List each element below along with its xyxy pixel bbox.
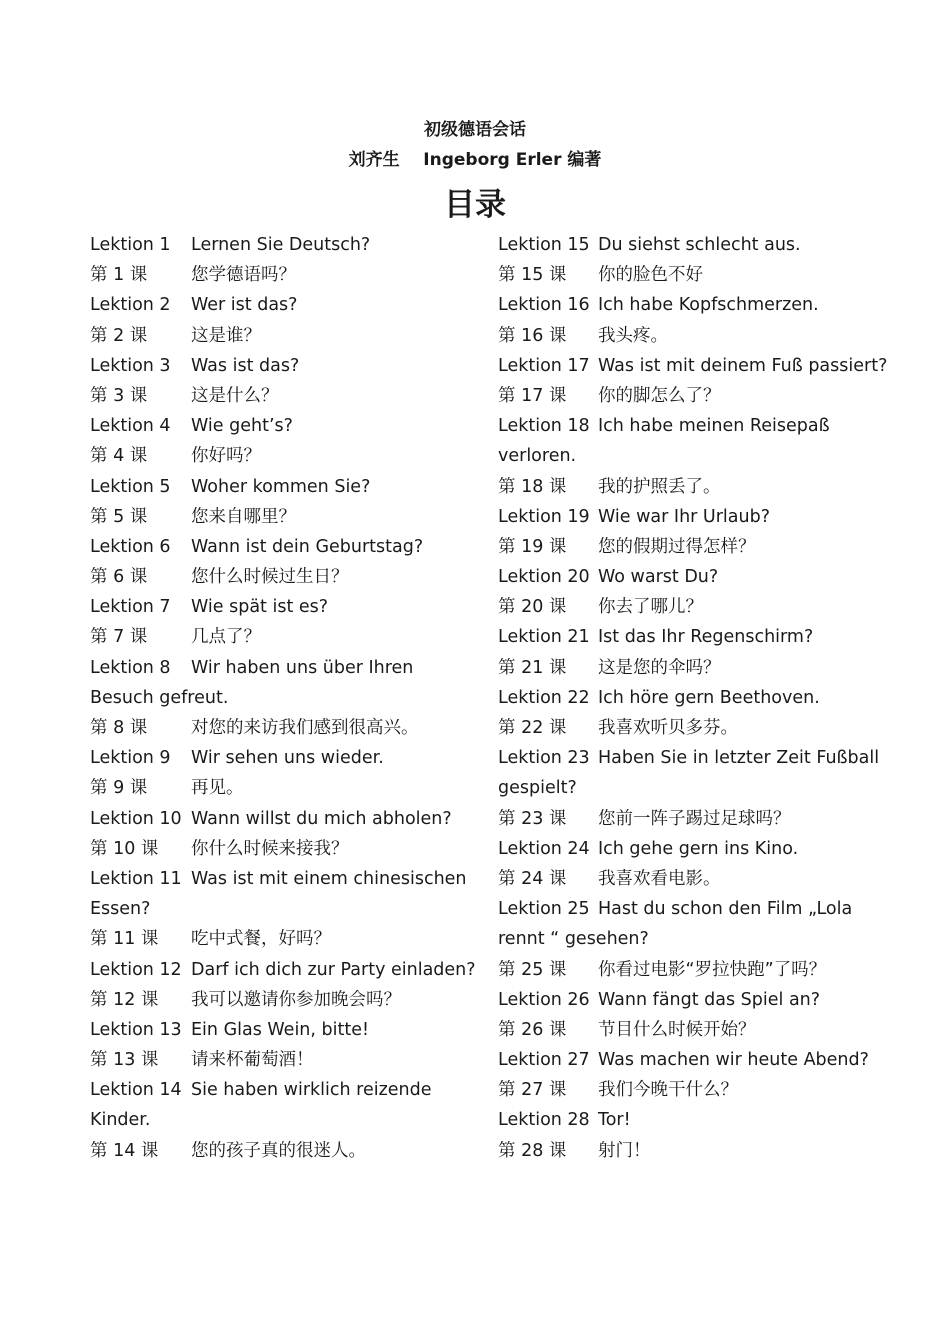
toc-entry-title: 吃中式餐，好吗？ bbox=[191, 929, 331, 950]
toc-entry-label: Lektion 8 bbox=[90, 657, 171, 678]
toc-entry-label: Lektion 22 bbox=[498, 687, 590, 708]
toc-entry-title: 您前一阵子踢过足球吗？ bbox=[598, 808, 791, 829]
toc-entry-title: Ich höre gern Beethoven. bbox=[598, 687, 820, 708]
toc-entry-title: 我们今晚干什么？ bbox=[598, 1080, 738, 1101]
toc-entry-label: 第 4 课 bbox=[90, 446, 148, 467]
toc-entry-title: 你好吗？ bbox=[191, 446, 261, 467]
toc-entry-title: Hast du schon den Film „Lola bbox=[598, 899, 853, 920]
toc-entry bbox=[498, 502, 890, 532]
toc-entry-title: Wie war Ihr Urlaub? bbox=[598, 506, 770, 527]
toc-entry-label: 第 26 课 bbox=[498, 1019, 567, 1040]
toc-entry-label: 第 11 课 bbox=[90, 929, 159, 950]
toc-entry bbox=[498, 472, 890, 502]
toc-entry bbox=[90, 1136, 470, 1166]
toc-entry bbox=[498, 864, 890, 894]
toc-entry bbox=[90, 351, 470, 381]
toc-entry-title: 您的假期过得怎样？ bbox=[598, 536, 756, 557]
book-authors: 刘齐生 Ingeborg Erler 编著 bbox=[348, 150, 602, 170]
toc-entry-label: Lektion 20 bbox=[498, 567, 590, 588]
toc-entry-title: Was machen wir heute Abend? bbox=[598, 1050, 869, 1071]
toc-entry-label: 第 8 课 bbox=[90, 718, 148, 738]
toc-entry-title: 我可以邀请你参加晚会吗？ bbox=[191, 989, 401, 1010]
toc-entry-label: Lektion 12 bbox=[90, 959, 182, 980]
toc-entry-label: Lektion 16 bbox=[498, 295, 590, 316]
toc-entry bbox=[90, 1015, 470, 1045]
toc-entry-label: Lektion 14 bbox=[90, 1080, 182, 1101]
toc-entry bbox=[498, 411, 890, 441]
toc-entry-title: Wann fängt das Spiel an? bbox=[598, 989, 821, 1010]
toc-entry-label: 第 6 课 bbox=[90, 567, 148, 588]
toc-entry-label: 第 25 课 bbox=[498, 959, 567, 980]
toc-entry bbox=[90, 773, 470, 803]
toc-entry-title: Essen? bbox=[90, 899, 151, 920]
toc-left-column bbox=[90, 230, 476, 1166]
toc-entry bbox=[498, 321, 890, 351]
toc-entry bbox=[90, 562, 470, 592]
toc-entry-title: 你看过电影“罗拉快跑”了吗？ bbox=[598, 959, 827, 980]
toc-entry-title: Ein Glas Wein, bitte! bbox=[191, 1019, 369, 1040]
toc-entry bbox=[498, 592, 890, 622]
toc-entry-label: 第 13 课 bbox=[90, 1050, 159, 1071]
toc-entry-label: 第 7 课 bbox=[90, 627, 148, 648]
toc-entry-title: Wer ist das? bbox=[191, 295, 298, 316]
toc-entry-label: 第 24 课 bbox=[498, 868, 567, 889]
toc-entry-label: 第 10 课 bbox=[90, 838, 159, 859]
book-title: 初级德语会话 bbox=[424, 120, 526, 140]
toc-entry-label: 第 22 课 bbox=[498, 718, 567, 738]
toc-entry bbox=[90, 381, 470, 411]
toc-entry-label: 第 28 课 bbox=[498, 1140, 567, 1161]
toc-entry bbox=[90, 502, 470, 532]
toc-entry-label: Lektion 3 bbox=[90, 355, 171, 376]
toc-entry-title: 这是什么？ bbox=[191, 385, 279, 406]
toc-entry-label: 第 21 课 bbox=[498, 657, 567, 678]
toc-entry-title: 您来自哪里？ bbox=[191, 506, 296, 527]
toc-entry bbox=[498, 894, 890, 924]
toc-entry bbox=[498, 713, 890, 743]
toc-entry bbox=[90, 683, 470, 713]
toc-entry-label: Lektion 25 bbox=[498, 899, 590, 920]
toc-entry-label: Lektion 1 bbox=[90, 235, 171, 255]
toc-entry-title: Was ist mit deinem Fuß passiert? bbox=[598, 355, 888, 376]
toc-entry-label: 第 1 课 bbox=[90, 265, 148, 286]
toc-entry bbox=[498, 1075, 890, 1105]
toc-entry-title: Wie geht’s? bbox=[191, 416, 293, 437]
toc-entry-title: 我喜欢听贝多芬。 bbox=[598, 718, 738, 738]
toc-entry-label: 第 3 课 bbox=[90, 385, 148, 406]
toc-entry bbox=[90, 260, 470, 290]
toc-entry bbox=[498, 683, 890, 713]
toc-entry-title: 这是您的伞吗？ bbox=[598, 657, 721, 678]
toc-entry-title: Besuch gefreut. bbox=[90, 687, 229, 708]
toc-entry-label: 第 18 课 bbox=[498, 476, 567, 497]
toc-entry-title: Was ist mit einem chinesischen bbox=[191, 868, 467, 889]
toc-entry-label: Lektion 11 bbox=[90, 868, 182, 889]
toc-entry bbox=[90, 1075, 470, 1105]
toc-entry bbox=[90, 834, 470, 864]
toc-entry-title: Tor! bbox=[598, 1110, 631, 1131]
toc-entry-title: 我喜欢看电影。 bbox=[598, 868, 721, 889]
toc-entry-title: Wir haben uns über Ihren bbox=[191, 657, 414, 678]
toc-entry-title: Haben Sie in letzter Zeit Fußball bbox=[598, 748, 880, 769]
toc-entry-title: Lernen Sie Deutsch? bbox=[191, 235, 371, 255]
toc-entry bbox=[90, 1105, 470, 1135]
toc-entry bbox=[90, 743, 470, 773]
toc-entry bbox=[498, 743, 890, 773]
toc-entry bbox=[498, 773, 890, 803]
toc-entry-title: 射门！ bbox=[598, 1140, 651, 1161]
toc-entry bbox=[498, 351, 890, 381]
toc-entry bbox=[90, 411, 470, 441]
contents-heading: 目录 bbox=[444, 187, 506, 223]
toc-entry-label: Lektion 6 bbox=[90, 536, 171, 557]
toc-entry-label: Lektion 17 bbox=[498, 355, 590, 376]
toc-entry bbox=[498, 1105, 890, 1135]
toc-entry bbox=[90, 955, 476, 985]
toc-entry-title: 您什么时候过生日？ bbox=[191, 567, 349, 588]
toc-entry bbox=[90, 1045, 470, 1075]
toc-entry-label: 第 5 课 bbox=[90, 506, 148, 527]
toc-entry-title: Wann ist dein Geburtstag? bbox=[191, 536, 424, 557]
toc-entry-label: 第 23 课 bbox=[498, 808, 567, 829]
toc-entry bbox=[498, 804, 890, 834]
toc-entry-title: Darf ich dich zur Party einladen? bbox=[191, 959, 476, 980]
toc-entry-title: Du siehst schlecht aus. bbox=[598, 235, 801, 255]
toc-entry bbox=[498, 1015, 890, 1045]
toc-entry-title: Was ist das? bbox=[191, 355, 300, 376]
toc-entry-label: 第 20 课 bbox=[498, 597, 567, 618]
toc-entry-label: 第 2 课 bbox=[90, 325, 148, 346]
toc-entry bbox=[498, 1045, 890, 1075]
toc-entry bbox=[90, 472, 470, 502]
toc-entry-label: Lektion 26 bbox=[498, 989, 590, 1010]
toc-entry bbox=[498, 985, 890, 1015]
toc-entry-label: Lektion 23 bbox=[498, 748, 590, 769]
toc-entry-title: 你去了哪儿？ bbox=[598, 597, 703, 618]
toc-entry-title: 几点了？ bbox=[191, 627, 261, 648]
toc-entry-title: Sie haben wirklich reizende bbox=[191, 1080, 432, 1101]
toc-entry bbox=[90, 290, 470, 320]
toc-entry-label: Lektion 19 bbox=[498, 506, 590, 527]
toc-entry bbox=[90, 622, 470, 652]
toc-entry-label: Lektion 4 bbox=[90, 416, 171, 437]
toc-entry-label: Lektion 10 bbox=[90, 808, 182, 829]
toc-entry-title: 我头疼。 bbox=[598, 325, 668, 346]
toc-entry-label: 第 12 课 bbox=[90, 989, 159, 1010]
toc-entry bbox=[498, 1136, 890, 1166]
toc-entry bbox=[498, 834, 890, 864]
toc-entry-title: gespielt? bbox=[498, 778, 577, 799]
toc-entry-label: Lektion 21 bbox=[498, 627, 590, 648]
toc-entry-title: 你的脚怎么了？ bbox=[598, 385, 721, 406]
toc-entry-title: 您学德语吗？ bbox=[191, 265, 296, 286]
toc-entry bbox=[498, 441, 890, 471]
toc-entry-label: Lektion 28 bbox=[498, 1110, 590, 1131]
toc-entry bbox=[498, 622, 890, 652]
toc-entry bbox=[90, 592, 470, 622]
toc-entry bbox=[498, 653, 890, 683]
toc-entry-label: 第 16 课 bbox=[498, 325, 567, 346]
toc-entry-title: 再见。 bbox=[191, 778, 244, 799]
toc-entry-label: 第 14 课 bbox=[90, 1140, 159, 1161]
toc-entry bbox=[498, 955, 890, 985]
toc-entry-label: Lektion 5 bbox=[90, 476, 171, 497]
toc-entry-label: Lektion 15 bbox=[498, 235, 590, 255]
toc-entry-title: Wir sehen uns wieder. bbox=[191, 748, 384, 769]
toc-entry bbox=[498, 532, 890, 562]
toc-entry-title: Wie spät ist es? bbox=[191, 597, 329, 618]
toc-entry-label: 第 17 课 bbox=[498, 385, 567, 406]
toc-entry bbox=[498, 290, 890, 320]
toc-entry-title: 您的孩子真的很迷人。 bbox=[191, 1140, 366, 1161]
toc-entry-title: 我的护照丢了。 bbox=[598, 476, 721, 497]
toc-entry bbox=[498, 260, 890, 290]
toc-entry-label: 第 27 课 bbox=[498, 1080, 567, 1101]
toc-entry-label: Lektion 18 bbox=[498, 416, 590, 437]
toc-entry-title: Woher kommen Sie? bbox=[191, 476, 371, 497]
toc-entry-title: verloren. bbox=[498, 446, 577, 467]
toc-entry bbox=[498, 381, 890, 411]
toc-entry-title: Ich habe Kopfschmerzen. bbox=[598, 295, 819, 316]
toc-entry-label: Lektion 24 bbox=[498, 838, 590, 859]
toc-entry-title: Wann willst du mich abholen? bbox=[191, 808, 452, 829]
toc-entry bbox=[498, 924, 890, 954]
toc-entry bbox=[90, 894, 470, 924]
toc-entry bbox=[498, 230, 890, 260]
toc-entry-label: 第 9 课 bbox=[90, 778, 148, 799]
toc-entry-label: Lektion 9 bbox=[90, 748, 171, 769]
toc-entry-label: 第 15 课 bbox=[498, 265, 567, 286]
toc-entry-title: 你的脸色不好 bbox=[598, 265, 703, 286]
toc-entry bbox=[90, 985, 470, 1015]
toc-entry-label: Lektion 27 bbox=[498, 1050, 590, 1071]
toc-entry bbox=[90, 230, 470, 260]
toc-entry bbox=[90, 441, 470, 471]
toc-entry-title: 节目什么时候开始？ bbox=[598, 1019, 756, 1040]
toc-entry-title: rennt “ gesehen? bbox=[498, 929, 649, 950]
toc-entry-title: Kinder. bbox=[90, 1110, 151, 1131]
toc-entry bbox=[90, 653, 470, 683]
toc-entry-title: 你什么时候来接我？ bbox=[191, 838, 349, 859]
toc-entry bbox=[498, 562, 890, 592]
toc-entry bbox=[90, 532, 470, 562]
toc-entry-title: 这是谁？ bbox=[191, 325, 261, 346]
toc-entry-label: Lektion 7 bbox=[90, 597, 171, 618]
toc-entry-title: Ich gehe gern ins Kino. bbox=[598, 838, 799, 859]
toc-entry bbox=[90, 924, 470, 954]
toc-entry-title: 对您的来访我们感到很高兴。 bbox=[191, 718, 419, 738]
toc-entry-label: Lektion 13 bbox=[90, 1019, 182, 1040]
toc-entry-title: 请来杯葡萄酒！ bbox=[191, 1050, 314, 1071]
toc-entry-label: 第 19 课 bbox=[498, 536, 567, 557]
toc-entry-title: Ich habe meinen Reisepaß bbox=[598, 416, 830, 437]
toc-entry bbox=[90, 864, 470, 894]
toc-entry-title: Wo warst Du? bbox=[598, 567, 719, 588]
toc-entry-title: Ist das Ihr Regenschirm? bbox=[598, 627, 814, 648]
toc-entry bbox=[90, 804, 470, 834]
toc-right-column bbox=[498, 230, 890, 1166]
toc-entry bbox=[90, 713, 470, 743]
toc-entry bbox=[90, 321, 470, 351]
toc-entry-label: Lektion 2 bbox=[90, 295, 171, 316]
